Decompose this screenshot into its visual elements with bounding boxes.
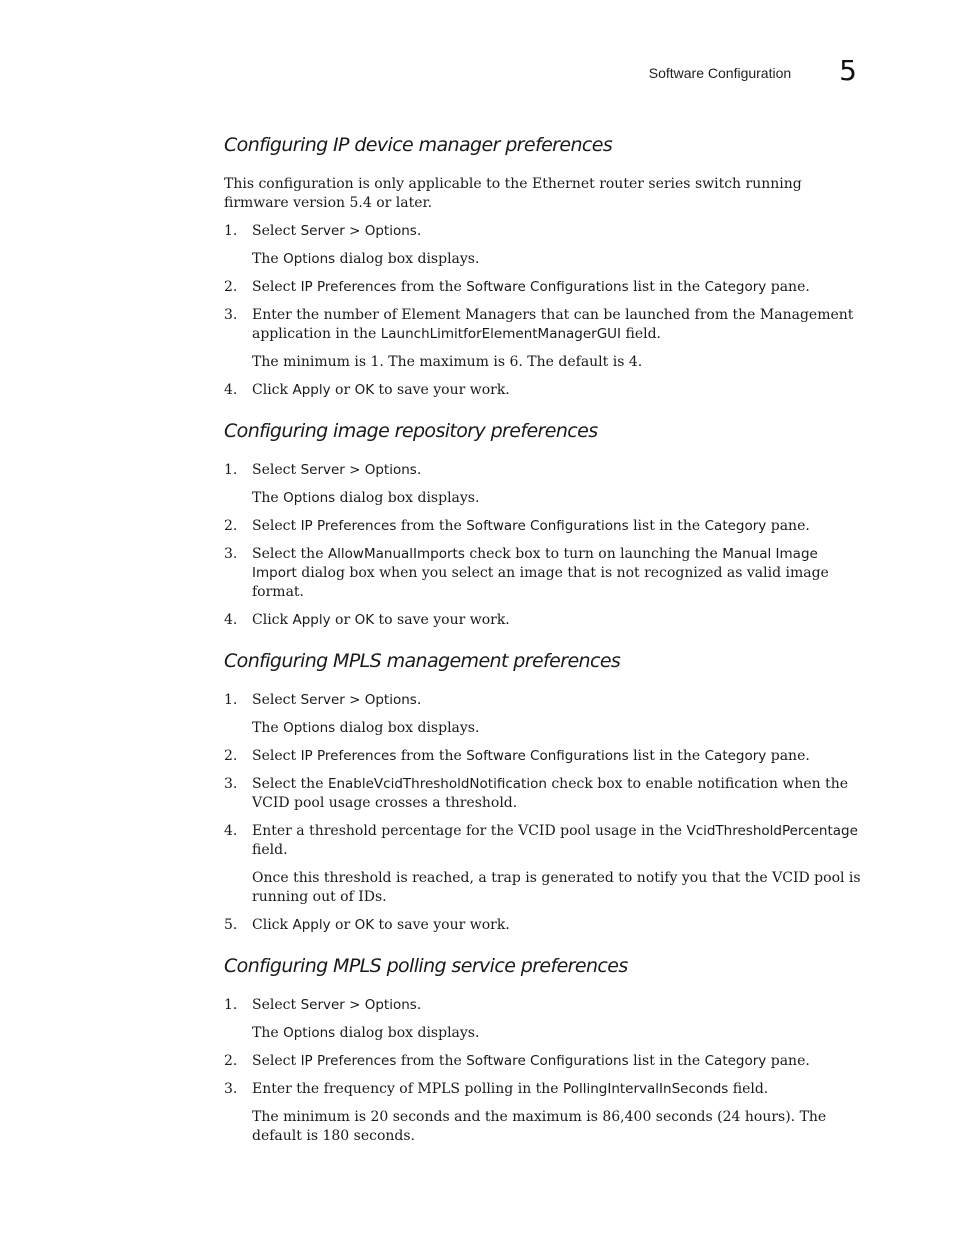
- step-number: 5.: [224, 917, 238, 933]
- step-text: [252, 822, 864, 860]
- section: [224, 646, 864, 935]
- ui-element-name: Software Configurations: [466, 748, 629, 764]
- step-text: [252, 996, 864, 1015]
- step-item: [224, 611, 864, 630]
- step-text: [252, 306, 864, 344]
- step-text-run: list in the: [628, 748, 705, 764]
- section-heading: Configuring MPLS polling service preferences: [224, 955, 628, 977]
- page-header: [648, 54, 857, 87]
- step-text: [252, 461, 864, 480]
- ui-element-name: Server > Options: [300, 223, 417, 239]
- step-text-run: .: [416, 462, 422, 478]
- step-text: [252, 916, 864, 935]
- step-text-run: Select the: [252, 776, 328, 792]
- step-list: [224, 222, 864, 400]
- step-item: [224, 222, 864, 269]
- step-text-run: list in the: [628, 518, 705, 534]
- step-text-run: Click: [252, 917, 293, 933]
- step-text-run: or: [330, 917, 355, 933]
- ui-element-name: Server > Options: [300, 692, 417, 708]
- step-text-run: pane.: [766, 748, 810, 764]
- step-text-run: Click: [252, 612, 293, 628]
- step-text: [252, 611, 864, 630]
- step-text-run: Select: [252, 518, 301, 534]
- step-note-text: dialog box displays.: [335, 1025, 480, 1041]
- step-text-run: Enter the frequency of MPLS polling in the: [252, 1081, 564, 1097]
- ui-element-name: Apply: [292, 382, 331, 398]
- step-number: 3.: [224, 307, 238, 323]
- step-text: [252, 545, 864, 602]
- section: [224, 951, 864, 1146]
- ui-element-name: Category: [704, 279, 767, 295]
- step-number: 2.: [224, 518, 238, 534]
- step-number: 1.: [224, 462, 238, 478]
- step-text-run: from the: [396, 518, 467, 534]
- ui-element-name: Category: [704, 748, 767, 764]
- step-text-run: pane.: [766, 1053, 810, 1069]
- step-text: [252, 775, 864, 813]
- ui-element-name: OK: [354, 612, 375, 628]
- ui-element-name: Category: [704, 518, 767, 534]
- section-intro: This configuration is only applicable to the Ethernet router series switch running firmware version 5.4 or later.: [224, 176, 802, 211]
- ui-element-name: OK: [354, 382, 375, 398]
- step-text: [252, 747, 864, 766]
- step-number: 3.: [224, 546, 238, 562]
- step-text: [252, 517, 864, 536]
- step-note: [252, 353, 864, 372]
- ui-element-name: Apply: [292, 917, 331, 933]
- ui-element-name: Manual Image Import: [252, 546, 818, 581]
- step-text-run: to save your work.: [374, 612, 510, 628]
- step-text-run: .: [416, 223, 422, 239]
- step-text: [252, 222, 864, 241]
- step-text: [252, 691, 864, 710]
- step-text-run: Select: [252, 1053, 301, 1069]
- step-number: 4.: [224, 612, 238, 628]
- ui-element-name: Options: [283, 490, 336, 506]
- step-number: 2.: [224, 279, 238, 295]
- step-note: [252, 250, 864, 269]
- step-text-run: dialog box when you select an image that is not recognized as valid image format.: [252, 565, 829, 600]
- step-note: [252, 1024, 864, 1043]
- step-item: [224, 461, 864, 508]
- step-number: 3.: [224, 776, 238, 792]
- step-text: [252, 381, 864, 400]
- step-item: [224, 1052, 864, 1071]
- step-item: [224, 545, 864, 602]
- ui-element-name: Options: [283, 251, 336, 267]
- step-note-text: The: [252, 1025, 284, 1041]
- step-note-text: The: [252, 490, 284, 506]
- ui-element-name: Apply: [292, 612, 331, 628]
- step-number: 4.: [224, 823, 238, 839]
- step-text-run: Enter the number of Element Managers that can be launched from the Management application in the: [252, 307, 854, 342]
- step-text-run: Select: [252, 997, 301, 1013]
- step-note-text: dialog box displays.: [335, 720, 480, 736]
- step-item: [224, 517, 864, 536]
- step-text-run: from the: [396, 748, 467, 764]
- step-note-text: dialog box displays.: [335, 251, 480, 267]
- ui-element-name: Server > Options: [300, 462, 417, 478]
- step-text: [252, 1052, 864, 1071]
- step-text-run: Select: [252, 462, 301, 478]
- ui-element-name: PollingIntervalInSeconds: [563, 1081, 729, 1097]
- step-text-run: .: [416, 692, 422, 708]
- section-heading: Configuring IP device manager preferences: [224, 134, 613, 156]
- ui-element-name: LaunchLimitforElementManagerGUI: [380, 326, 622, 342]
- ui-element-name: IP Preferences: [300, 518, 397, 534]
- step-text-run: pane.: [766, 279, 810, 295]
- ui-element-name: Options: [283, 1025, 336, 1041]
- step-item: [224, 306, 864, 372]
- ui-element-name: VcidThresholdPercentage: [686, 823, 858, 839]
- ui-element-name: IP Preferences: [300, 748, 397, 764]
- step-note: [252, 489, 864, 508]
- step-note-text: dialog box displays.: [335, 490, 480, 506]
- step-text-run: list in the: [628, 1053, 705, 1069]
- step-note-text: The minimum is 1. The maximum is 6. The default is 4.: [252, 354, 643, 370]
- step-list: [224, 461, 864, 630]
- step-note: [252, 1108, 864, 1146]
- ui-element-name: Software Configurations: [466, 279, 629, 295]
- step-text: [252, 1080, 864, 1099]
- step-item: [224, 775, 864, 813]
- step-text-run: field.: [621, 326, 662, 342]
- step-number: 1.: [224, 223, 238, 239]
- step-text-run: from the: [396, 1053, 467, 1069]
- step-item: [224, 691, 864, 738]
- step-item: [224, 822, 864, 907]
- step-item: [224, 278, 864, 297]
- step-note-text: The: [252, 251, 284, 267]
- step-text-run: field.: [252, 842, 288, 858]
- ui-element-name: EnableVcidThresholdNotification: [327, 776, 547, 792]
- section: [224, 130, 864, 400]
- step-text-run: pane.: [766, 518, 810, 534]
- step-text: [252, 278, 864, 297]
- step-text-run: Select: [252, 748, 301, 764]
- step-item: [224, 747, 864, 766]
- step-text-run: from the: [396, 279, 467, 295]
- step-item: [224, 1080, 864, 1146]
- step-text-run: Select the: [252, 546, 328, 562]
- document-body: [224, 130, 864, 1162]
- ui-element-name: OK: [354, 917, 375, 933]
- step-text-run: or: [330, 382, 355, 398]
- section-heading: Configuring image repository preferences: [224, 420, 598, 442]
- running-header-title: Software Configuration: [648, 65, 792, 81]
- step-number: 4.: [224, 382, 238, 398]
- ui-element-name: IP Preferences: [300, 1053, 397, 1069]
- step-text-run: Select: [252, 279, 301, 295]
- step-text-run: Enter a threshold percentage for the VCID pool usage in the: [252, 823, 687, 839]
- step-text-run: to save your work.: [374, 917, 510, 933]
- step-number: 1.: [224, 692, 238, 708]
- step-text-run: Click: [252, 382, 293, 398]
- step-list: [224, 996, 864, 1146]
- ui-element-name: Software Configurations: [466, 1053, 629, 1069]
- step-text-run: Select: [252, 692, 301, 708]
- section: [224, 416, 864, 630]
- step-note-text: The: [252, 720, 284, 736]
- step-text-run: check box to enable notification when the VCID pool usage crosses a threshold.: [252, 776, 849, 811]
- step-text-run: Select: [252, 223, 301, 239]
- ui-element-name: Software Configurations: [466, 518, 629, 534]
- ui-element-name: Options: [283, 720, 336, 736]
- step-note-text: Once this threshold is reached, a trap is generated to notify you that the VCID pool is running out of IDs.: [252, 870, 861, 905]
- step-text-run: field.: [728, 1081, 769, 1097]
- ui-element-name: Server > Options: [300, 997, 417, 1013]
- step-note: [252, 869, 864, 907]
- step-item: [224, 916, 864, 935]
- step-number: 3.: [224, 1081, 238, 1097]
- section-heading: Configuring MPLS management preferences: [224, 650, 621, 672]
- step-item: [224, 996, 864, 1043]
- chapter-number: 5: [839, 54, 857, 87]
- step-number: 2.: [224, 1053, 238, 1069]
- step-text-run: .: [416, 997, 422, 1013]
- ui-element-name: Category: [704, 1053, 767, 1069]
- ui-element-name: AllowManualImports: [327, 546, 465, 562]
- step-text-run: or: [330, 612, 355, 628]
- step-item: [224, 381, 864, 400]
- step-note-text: The minimum is 20 seconds and the maximum is 86,400 seconds (24 hours). The default is 180 seconds.: [252, 1109, 827, 1144]
- ui-element-name: IP Preferences: [300, 279, 397, 295]
- step-text-run: list in the: [628, 279, 705, 295]
- step-number: 2.: [224, 748, 238, 764]
- step-text-run: check box to turn on launching the: [464, 546, 723, 562]
- step-note: [252, 719, 864, 738]
- step-text-run: to save your work.: [374, 382, 510, 398]
- step-list: [224, 691, 864, 935]
- step-number: 1.: [224, 997, 238, 1013]
